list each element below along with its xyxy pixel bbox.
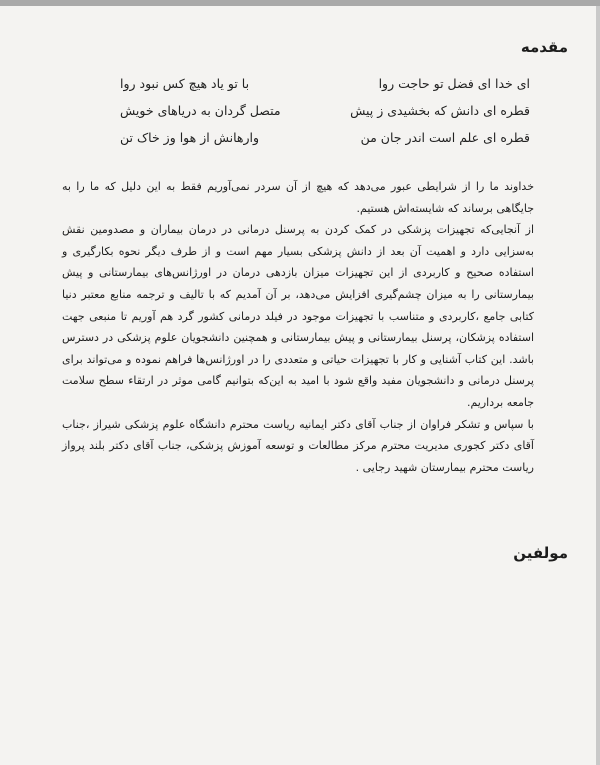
- authors-signature: مولفین: [513, 544, 568, 562]
- poem-verse: [120, 97, 530, 124]
- poem-hemistich-first: ای خدا ای فضل تو حاجت روا: [378, 76, 530, 91]
- paragraph-main: از آنجایی‌که تجهیزات پزشکی در کمک کردن به پرسنل درمانی در درمان بیماران و مصدومین نقش به‌سزایی دارد و اهمیت آن بعد از دانش پزشکی بسیار مهم است و از طرف دیگر نحوه بکارگیری و استفاده صحیح و کاربردی از این تجهیزات میزان بازدهی درمان در اورژانس‌های بیمارستانی و پیش بیمارستانی را به میزان چشم‌گیری افزایش می‌دهد، بر آن آمدیم که با تالیف و ترجمه منابع معتبر دنیا کتابی جامع ،کاربردی و متناسب با تجهیزات موجود در فیلد درمانی کشور گرد هم آوریم تا منبعی جهت استفاده پزشکان، پرسنل بیمارستانی و پیش بیمارستانی و همچنین دانشجویان علوم پزشکی در دسترس باشد. این کتاب آشنایی و کار با تجهیزات حیاتی و متعددی را در اورژانس‌ها فراهم نموده و می‌تواند برای پرسنل درمانی و دانشجویان مفید واقع شود با امید به این‌که بتوانیم گامی موثر در ارتقاء سطح سلامت جامعه برداریم.: [62, 223, 534, 409]
- poem-hemistich-first: قطره ای علم است اندر جان من: [360, 130, 530, 145]
- poem-hemistich-second: متصل گردان به دریاهای خویش: [120, 103, 281, 118]
- poem-verse: [120, 124, 530, 151]
- poem: [120, 70, 530, 151]
- poem-hemistich-second: وارهانش از هوا وز خاک تن: [120, 130, 260, 145]
- poem-verse: [120, 70, 530, 97]
- poem-hemistich-first: قطره ای دانش که بخشیدی ز پیش: [350, 103, 530, 118]
- book-page: [0, 6, 596, 765]
- introduction-body: [62, 176, 534, 478]
- paragraph-opening: خداوند ما را از شرایطی عبور می‌دهد که هیچ از آن سردر نمی‌آوریم فقط به این دلیل که ما را به جایگاهی برساند که شایسته‌اش هستیم.: [62, 180, 534, 215]
- section-heading-introduction: مقدمه: [520, 38, 568, 56]
- paragraph-acknowledgements: با سپاس و تشکر فراوان از جناب آقای دکتر ایمانیه ریاست محترم دانشگاه علوم پزشکی شیراز ،جناب آقای دکتر کجوری مدیریت محترم مرکز مطالعات و توسعه آموزش پزشکی، جناب آقای دکتر بلند پرواز ریاست محترم بیمارستان شهید رجایی .: [62, 417, 534, 474]
- poem-hemistich-second: با تو یاد هیچ کس نبود روا: [120, 76, 250, 91]
